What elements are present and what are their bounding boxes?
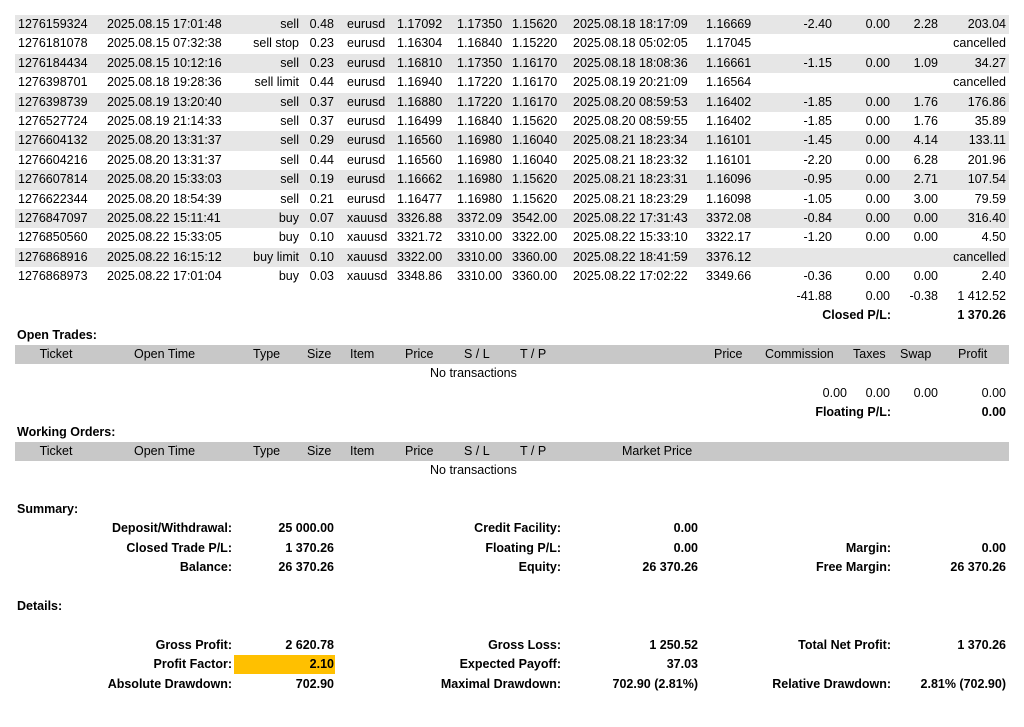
deal-swap: 2.71 [913,172,938,187]
deal-open-time: 2025.08.22 17:01:04 [107,269,222,284]
floating-pl-value: 0.00 [981,405,1006,419]
deal-commission: -2.40 [803,17,832,31]
deal-close-price: 3372.08 [706,211,752,225]
deal-commission: -1.85 [803,114,832,128]
deal-type: sell [280,114,299,128]
deal-ticket: 1276604216 [18,152,88,167]
deal-swap: 0.00 [913,269,938,284]
closed-trade-pl-label: Closed Trade P/L: [126,541,232,555]
deal-price: 1.16940 [397,75,443,90]
open-swap: 0.00 [913,386,938,400]
deal-type: sell [280,133,299,148]
col-commission: Commission [765,347,834,361]
col-item: Item [350,347,375,361]
deal-open-time: 2025.08.15 07:32:38 [107,36,222,51]
balance-label: Balance: [179,560,232,574]
deal-taxes: 0.00 [865,230,890,245]
credit-value: 0.00 [673,521,698,535]
deal-swap: 0.00 [913,211,938,225]
deal-size: 0.48 [309,17,334,31]
deal-type: sell [280,152,299,167]
col-taxes: Taxes [853,347,886,361]
deal-sl: 1.17350 [457,55,503,70]
deal-profit: 107.54 [967,172,1006,187]
open-trades-title: Open Trades: [17,328,97,342]
deal-ticket: 1276184434 [18,55,88,70]
deal-tp: 3360.00 [512,269,558,284]
deal-profit: cancelled [953,249,1006,264]
deal-taxes: 0.00 [865,94,890,109]
deal-type: sell limit [254,75,299,90]
deal-open-time: 2025.08.20 15:33:03 [107,172,222,187]
balance-value: 26 370.26 [278,560,334,574]
deal-profit: 34.27 [974,55,1006,70]
deal-sl: 1.16980 [457,152,503,167]
deal-price: 1.17092 [397,17,443,31]
deal-close-price: 1.16101 [706,152,752,167]
deal-tp: 1.15220 [512,36,558,51]
closed-pl-label: Closed P/L: [822,308,891,322]
deal-size: 0.37 [309,114,334,128]
deal-size: 0.44 [309,75,334,90]
deal-size: 0.29 [309,133,334,148]
deal-profit: 79.59 [974,191,1006,206]
deal-type: buy [278,211,299,225]
deal-item: eurusd [347,133,386,148]
deal-tp: 1.16170 [512,55,558,70]
deal-price: 1.16810 [397,55,443,70]
open-taxes: 0.00 [865,386,890,400]
deal-tp: 1.15620 [512,17,558,31]
deal-commission: -1.05 [803,191,832,206]
deal-sl: 1.17220 [457,94,503,109]
profit-factor-value: 2.10 [309,657,334,671]
open-commission: 0.00 [822,386,847,400]
deal-close-price: 1.16101 [706,133,752,148]
col-item: Item [350,444,375,458]
floating-label: Floating P/L: [485,541,561,555]
deal-taxes: 0.00 [865,269,890,284]
deal-price: 1.16499 [397,114,443,128]
deal-ticket: 1276159324 [18,17,88,31]
open-trades-header [15,345,1009,364]
deal-commission: -1.15 [803,55,832,70]
deal-close-price: 3349.66 [706,269,752,284]
deal-price: 1.16304 [397,36,443,51]
profit-factor-label: Profit Factor: [153,657,232,671]
deal-sl: 3310.00 [457,269,503,284]
total-net-profit-value: 1 370.26 [957,638,1006,652]
deal-type: sell stop [253,36,299,51]
deal-price: 1.16560 [397,152,443,167]
deal-swap: 3.00 [913,191,938,206]
deal-item: eurusd [347,55,386,70]
deposit-label: Deposit/Withdrawal: [111,521,232,535]
deal-row [15,54,1009,73]
deal-type: sell [280,172,299,187]
deal-swap: 1.76 [913,94,938,109]
gross-loss-label: Gross Loss: [488,638,561,652]
deal-commission: -2.20 [803,152,832,167]
deal-row [15,190,1009,209]
col-size: Size [307,444,332,458]
deal-profit: 176.86 [967,94,1006,109]
deal-row [15,73,1009,92]
deal-row [15,170,1009,189]
deal-taxes: 0.00 [865,172,890,187]
deal-sl: 3310.00 [457,249,503,264]
deal-taxes: 0.00 [865,211,890,225]
deal-profit: cancelled [953,75,1006,90]
deal-sl: 1.16980 [457,133,503,148]
col-size: Size [307,347,332,361]
deal-size: 0.23 [309,36,334,51]
open-profit: 0.00 [981,386,1006,400]
deal-tp: 3542.00 [512,211,558,225]
deal-commission: -1.45 [803,133,832,148]
deal-row [15,34,1009,53]
deal-row [15,112,1009,131]
deal-tp: 1.15620 [512,114,558,128]
deal-ticket: 1276868973 [18,269,88,284]
closed-pl-row [15,306,1009,325]
deal-close-time: 2025.08.21 18:23:32 [573,152,688,167]
col-price: Price [405,347,434,361]
deal-size: 0.21 [309,191,334,206]
deal-commission: -1.20 [803,230,832,245]
deal-taxes: 0.00 [865,114,890,128]
summary-title: Summary: [17,502,79,516]
deal-price: 3326.88 [397,211,443,225]
deal-type: sell [280,55,299,70]
deal-profit: cancelled [953,36,1006,51]
credit-label: Credit Facility: [474,521,561,535]
floating-pl-row [15,403,1009,422]
deal-close-price: 1.16402 [706,114,752,128]
col-ticket: Ticket [39,444,73,458]
deal-row [15,248,1009,267]
deal-type: sell [280,17,299,31]
deal-price: 3321.72 [397,230,443,245]
col-price: Price [405,444,434,458]
deal-close-time: 2025.08.18 18:08:36 [573,55,688,70]
deal-close-time: 2025.08.20 08:59:55 [573,114,688,128]
absolute-drawdown-label: Absolute Drawdown: [107,677,232,691]
deal-tp: 1.15620 [512,191,558,206]
deal-close-time: 2025.08.20 08:59:53 [573,94,688,109]
col-type: Type [253,444,281,458]
deal-close-time: 2025.08.21 18:23:29 [573,191,688,206]
equity-label: Equity: [518,560,561,574]
deal-close-time: 2025.08.18 05:02:05 [573,36,688,51]
deal-commission: -1.85 [803,94,832,109]
gross-profit-value: 2 620.78 [285,638,334,652]
deal-sl: 1.17220 [457,75,503,90]
deal-taxes: 0.00 [865,55,890,70]
deal-type: buy limit [253,249,299,264]
deal-sl: 1.16840 [457,36,503,51]
deal-close-price: 1.16096 [706,172,752,187]
deal-sl: 1.16980 [457,172,503,187]
deal-type: sell [280,191,299,206]
deal-open-time: 2025.08.15 10:12:16 [107,55,222,70]
deal-row [15,267,1009,286]
deal-price: 1.16880 [397,94,443,109]
deal-profit: 133.11 [968,133,1006,148]
deal-item: xauusd [347,230,388,245]
deal-item: eurusd [347,191,386,206]
col-swap: Swap [900,347,932,361]
col-tp: T / P [520,347,547,361]
deal-swap: 6.28 [913,152,938,167]
deal-taxes: 0.00 [865,133,890,148]
deal-item: xauusd [347,249,388,264]
relative-drawdown-label: Relative Drawdown: [772,677,891,691]
deal-open-time: 2025.08.20 13:31:37 [107,152,222,167]
deal-size: 0.23 [309,55,334,70]
col-open-time: Open Time [134,444,196,458]
deal-row [15,209,1009,228]
deal-sl: 3372.09 [457,211,503,225]
deal-size: 0.44 [309,152,334,167]
col-price2: Price [714,347,743,361]
deal-close-price: 3322.17 [706,230,752,245]
deal-swap: 4.14 [913,133,938,148]
floating-value: 0.00 [673,541,698,555]
deal-open-time: 2025.08.18 19:28:36 [107,75,222,90]
deal-profit: 316.40 [967,211,1006,225]
deal-taxes: 0.00 [865,191,890,206]
col-tp: T / P [520,444,547,458]
open-trades-empty: No transactions [430,366,517,380]
deal-row [15,131,1009,150]
deal-size: 0.10 [309,249,334,264]
floating-pl-label: Floating P/L: [815,405,891,419]
deposit-value: 25 000.00 [278,521,334,535]
deal-close-price: 1.16669 [706,17,752,31]
deal-close-time: 2025.08.22 15:33:10 [573,230,688,245]
deal-row [15,93,1009,112]
deal-tp: 1.16170 [512,75,558,90]
deal-close-time: 2025.08.19 20:21:09 [573,75,688,90]
deal-close-time: 2025.08.22 17:31:43 [573,211,688,225]
deal-row [15,151,1009,170]
deal-open-time: 2025.08.22 16:15:12 [107,249,222,264]
free-margin-label: Free Margin: [815,560,891,574]
deal-taxes: 0.00 [865,152,890,167]
deal-ticket: 1276527724 [18,114,88,128]
margin-value: 0.00 [981,541,1006,555]
closed-pl-value: 1 370.26 [957,308,1006,322]
col-profit: Profit [958,347,988,361]
deal-ticket: 1276850560 [18,230,88,245]
deal-row [15,15,1009,34]
deal-open-time: 2025.08.19 21:14:33 [107,114,222,128]
deal-type: buy [278,230,299,245]
deal-open-time: 2025.08.15 17:01:48 [107,17,222,31]
deal-open-time: 2025.08.19 13:20:40 [107,94,222,109]
deal-close-price: 1.16098 [706,191,752,206]
deal-item: eurusd [347,172,386,187]
margin-label: Margin: [845,541,891,555]
deal-ticket: 1276607814 [18,172,88,187]
deal-size: 0.37 [309,94,334,109]
col-ticket: Ticket [39,347,73,361]
deal-item: eurusd [347,94,386,109]
working-orders-header [15,442,1009,461]
total-net-profit-label: Total Net Profit: [798,638,891,652]
deal-ticket: 1276847097 [18,211,88,225]
deal-item: eurusd [347,36,386,51]
deal-close-time: 2025.08.21 18:23:31 [573,172,688,187]
deal-price: 3322.00 [397,249,443,264]
deal-commission: -0.95 [803,172,832,187]
free-margin-value: 26 370.26 [950,560,1006,574]
deal-item: eurusd [347,114,386,128]
deal-type: sell [280,94,299,109]
relative-drawdown-value: 2.81% (702.90) [920,677,1006,691]
deal-open-time: 2025.08.20 18:54:39 [107,191,222,206]
col-sl: S / L [464,347,490,361]
deal-tp: 1.16040 [512,133,558,148]
col-open-time: Open Time [134,347,196,361]
deal-tp: 3360.00 [512,249,558,264]
deal-open-time: 2025.08.22 15:33:05 [107,230,222,245]
deal-close-price: 1.16661 [706,55,752,70]
deal-close-price: 1.16402 [706,94,752,109]
col-sl: S / L [464,444,490,458]
deal-item: eurusd [347,75,386,90]
deal-close-price: 1.16564 [706,75,752,90]
absolute-drawdown-value: 702.90 [295,677,334,691]
deal-close-time: 2025.08.22 17:02:22 [573,269,688,284]
working-orders-empty-row [15,461,1009,480]
gross-loss-value: 1 250.52 [649,638,698,652]
deal-item: eurusd [347,17,386,31]
deal-ticket: 1276868916 [18,249,88,264]
deal-size: 0.03 [309,269,334,284]
deal-profit: 4.50 [981,230,1006,245]
deal-swap: 1.76 [913,114,938,128]
deal-open-time: 2025.08.20 13:31:37 [107,133,222,148]
deal-ticket: 1276398701 [18,75,88,90]
deal-size: 0.19 [309,172,334,187]
deal-ticket: 1276622344 [18,191,88,206]
deal-commission: -0.36 [803,269,832,284]
expected-payoff-value: 37.03 [666,657,698,671]
deal-commission: -0.84 [803,211,832,225]
open-trades-totals [15,384,1009,403]
total-commission: -41.88 [796,289,832,303]
deal-tp: 1.16040 [512,152,558,167]
maximal-drawdown-value: 702.90 (2.81%) [612,677,698,691]
deal-tp: 1.16170 [512,94,558,109]
equity-value: 26 370.26 [642,560,698,574]
deal-item: xauusd [347,269,388,284]
total-swap: -0.38 [909,289,938,303]
closed-trade-pl-value: 1 370.26 [285,541,334,555]
deal-ticket: 1276398739 [18,94,88,109]
col-type: Type [253,347,281,361]
deal-close-time: 2025.08.21 18:23:34 [573,133,688,148]
deal-swap: 2.28 [913,17,938,31]
gross-profit-label: Gross Profit: [155,638,232,652]
deal-sl: 1.16980 [457,191,503,206]
maximal-drawdown-label: Maximal Drawdown: [440,677,561,691]
deal-item: xauusd [347,211,388,225]
col-market-price: Market Price [622,444,693,458]
deal-price: 1.16560 [397,133,443,148]
deal-sl: 3310.00 [457,230,503,245]
deal-item: eurusd [347,152,386,167]
deal-tp: 1.15620 [512,172,558,187]
deal-type: buy [278,269,299,284]
deal-tp: 3322.00 [512,230,558,245]
deal-open-time: 2025.08.22 15:11:41 [107,211,221,225]
total-profit: 1 412.52 [957,289,1006,303]
deal-size: 0.10 [309,230,334,245]
deal-profit: 201.96 [967,152,1006,167]
deal-profit: 2.40 [981,269,1006,284]
deal-taxes: 0.00 [865,17,890,31]
closed-totals-row [15,287,1009,306]
deal-swap: 1.09 [913,55,938,70]
deal-row [15,228,1009,247]
deal-ticket: 1276181078 [18,36,88,51]
open-trades-empty-row [15,364,1009,383]
deal-swap: 0.00 [913,230,938,245]
deal-profit: 35.89 [974,114,1006,128]
deal-close-price: 1.17045 [706,36,752,51]
deal-sl: 1.17350 [457,17,503,31]
expected-payoff-label: Expected Payoff: [459,657,561,671]
deal-close-price: 3376.12 [706,249,752,264]
deal-price: 3348.86 [397,269,443,284]
working-orders-title: Working Orders: [17,425,116,439]
details-title: Details: [17,599,63,613]
total-taxes: 0.00 [865,289,890,303]
deal-sl: 1.16840 [457,114,503,128]
deal-close-time: 2025.08.22 18:41:59 [573,249,688,264]
deal-ticket: 1276604132 [18,133,88,148]
deal-profit: 203.04 [967,17,1006,31]
deal-price: 1.16477 [397,191,443,206]
deal-close-time: 2025.08.18 18:17:09 [573,17,688,31]
working-orders-empty: No transactions [430,463,517,477]
deal-size: 0.07 [309,211,334,225]
deal-price: 1.16662 [397,172,443,187]
